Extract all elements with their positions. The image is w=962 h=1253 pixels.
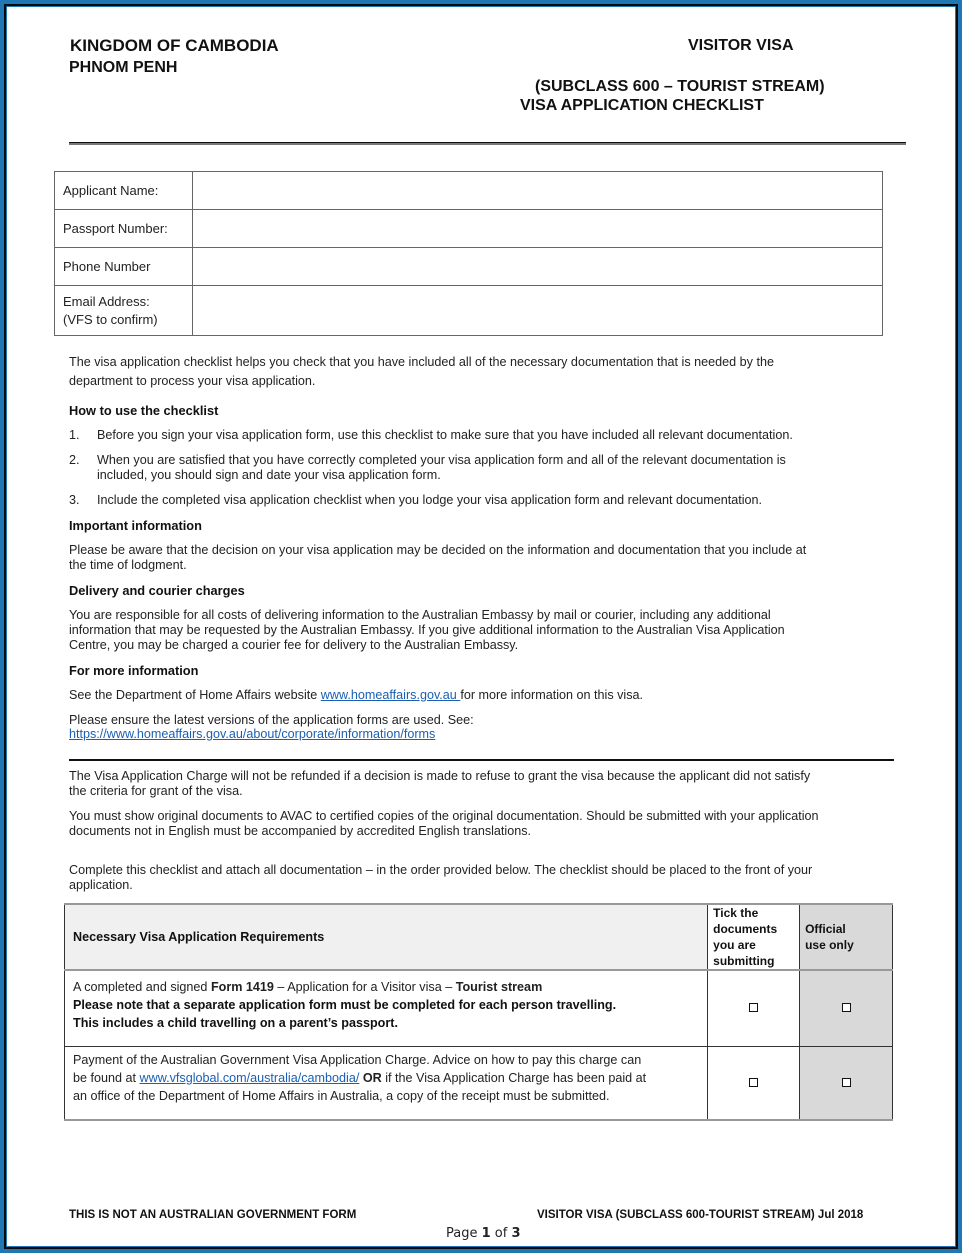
passport-number-field[interactable] (193, 210, 883, 248)
submitted-tick-cell (708, 970, 800, 1046)
current-page: 1 (481, 1226, 491, 1241)
tick-column-header (708, 904, 800, 970)
tick-header-line: submitting (713, 954, 775, 968)
complete-line-1: Complete this checklist and attach all documentation – in the order provided below. The checklist should be placed to the front of your (69, 863, 813, 877)
important-heading: Important information (69, 518, 202, 533)
how-to-item-2 (69, 453, 899, 483)
official-use-cell (800, 1046, 893, 1120)
official-use-cell (800, 970, 893, 1046)
applicant-name-field[interactable] (193, 172, 883, 210)
email-label-line2: (VFS to confirm) (63, 311, 158, 327)
passport-number-label: Passport Number: (55, 210, 193, 248)
requirements-header-row (65, 904, 893, 970)
important-paragraph (69, 543, 899, 573)
refund-notice (69, 769, 899, 799)
delivery-line-2: information that may be requested by the Australian Embassy. If you give additional information to the Australian Visa Application (69, 623, 785, 637)
form-number: Form 1419 (210, 980, 274, 994)
country-heading: KINGDOM OF CAMBODIA (70, 36, 279, 55)
email-label-line1: Email Address: (63, 293, 150, 309)
official-use-checkbox[interactable] (842, 1003, 851, 1012)
child-passport-note: This includes a child travelling on a parent’s passport. (73, 1016, 398, 1030)
item-number: 3. (69, 493, 80, 507)
how-to-heading: How to use the checklist (69, 403, 219, 418)
item-text: Include the completed visa application checklist when you lodge your visa application form and relevant documentation. (97, 493, 763, 507)
forms-paragraph (69, 713, 899, 742)
payment-suffix: if the Visa Application Charge has been paid at (381, 1070, 647, 1085)
footer-disclaimer: THIS IS NOT AN AUSTRALIAN GOVERNMENT FORM (69, 1209, 357, 1221)
tick-header-line: Tick the (713, 906, 759, 920)
delivery-line-1: You are responsible for all costs of delivering information to the Australian Embassy by mail or courier, including any additional (69, 608, 771, 622)
website-paragraph (69, 688, 899, 703)
complete-instructions (69, 863, 899, 893)
section-divider (69, 759, 894, 761)
complete-line-2: application. (69, 878, 133, 892)
page-of: of (490, 1226, 512, 1241)
visa-subclass: (SUBCLASS 600 – TOURIST STREAM) (535, 78, 825, 95)
checklist-title: VISA APPLICATION CHECKLIST (520, 97, 764, 114)
delivery-heading: Delivery and courier charges (69, 583, 245, 598)
homeaffairs-website-link[interactable]: www.homeaffairs.gov.au (320, 688, 461, 702)
item-number: 1. (69, 428, 80, 442)
originals-line-1: You must show original documents to AVAC to certified copies of the original documentation. Should be submitted with your application (69, 809, 819, 823)
item-text: Before you sign your visa application form, use this checklist to make sure that you have included all relevant documentation. (97, 428, 793, 442)
header-divider (69, 142, 906, 145)
separate-form-note: Please note that a separate application form must be completed for each person travelling. (73, 998, 617, 1012)
intro-line-2: department to process your visa application. (69, 374, 316, 388)
payment-line-1: Payment of the Australian Government Visa Application Charge. Advice on how to pay this charge can (73, 1052, 642, 1067)
official-use-column-header (800, 904, 893, 970)
intro-paragraph (69, 355, 899, 389)
stream-name: Tourist stream (455, 980, 543, 994)
submitted-checkbox[interactable] (749, 1078, 758, 1087)
email-address-row (55, 286, 883, 336)
phone-number-label: Phone Number (55, 248, 193, 286)
requirement-description (65, 1046, 708, 1120)
intro-line-1: The visa application checklist helps you check that you have included all of the necessary documentation that is needed by the (69, 355, 774, 369)
requirements-column-header: Necessary Visa Application Requirements (65, 904, 708, 970)
email-address-field[interactable] (193, 286, 883, 336)
applicant-name-label: Applicant Name: (55, 172, 193, 210)
page-label: Page (446, 1226, 482, 1241)
req-text: A completed and signed (73, 980, 211, 994)
how-to-item-1 (69, 428, 899, 443)
payment-prefix: be found at (73, 1070, 140, 1085)
item-number: 2. (69, 453, 80, 467)
visa-title: VISITOR VISA (688, 37, 794, 54)
phone-number-row (55, 248, 883, 286)
vfsglobal-link[interactable]: www.vfsglobal.com/australia/cambodia/ (139, 1070, 360, 1085)
applicant-details-table (54, 171, 883, 336)
item-text-line2: included, you should sign and date your visa application form. (97, 468, 441, 482)
payment-line-3: an office of the Department of Home Affairs in Australia, a copy of the receipt must be submitted. (73, 1088, 610, 1103)
footer-document-reference: VISITOR VISA (SUBCLASS 600-TOURIST STREAM) Jul 2018 (537, 1209, 864, 1221)
phone-number-field[interactable] (193, 248, 883, 286)
city-heading: PHNOM PENH (69, 59, 178, 76)
requirements-table (64, 903, 893, 1121)
requirement-row-form-1419 (65, 970, 893, 1046)
refund-line-2: the criteria for grant of the visa. (69, 784, 243, 798)
more-info-heading: For more information (69, 663, 199, 678)
requirement-row-payment (65, 1046, 893, 1120)
delivery-line-3: Centre, you may be charged a courier fee for delivery to the Australian Embassy. (69, 638, 519, 652)
tick-header-line: you are (713, 938, 756, 952)
item-text-line1: When you are satisfied that you have correctly completed your visa application form and all of the relevant documentation is (97, 453, 786, 467)
applicant-name-row (55, 172, 883, 210)
official-header-line: use only (805, 938, 854, 952)
page-number (446, 1226, 521, 1241)
tick-header-line: documents (713, 922, 778, 936)
how-to-item-3 (69, 493, 899, 508)
req-text: – Application for a Visitor visa – (273, 980, 456, 994)
official-header-line: Official (805, 922, 846, 936)
requirement-description (65, 970, 708, 1046)
forms-text: Please ensure the latest versions of the application forms are used. See: (69, 713, 474, 727)
or-keyword: OR (359, 1070, 382, 1085)
email-address-label (55, 286, 193, 336)
forms-link[interactable]: https://www.homeaffairs.gov.au/about/corporate/information/forms (69, 727, 436, 741)
delivery-paragraph (69, 608, 899, 653)
originals-line-2: documents not in English must be accompanied by accredited English translations. (69, 824, 532, 838)
submitted-tick-cell (708, 1046, 800, 1120)
passport-number-row (55, 210, 883, 248)
total-pages: 3 (511, 1226, 521, 1241)
website-suffix: for more information on this visa. (460, 688, 644, 702)
important-line-2: the time of lodgment. (69, 558, 187, 572)
submitted-checkbox[interactable] (749, 1003, 758, 1012)
official-use-checkbox[interactable] (842, 1078, 851, 1087)
originals-notice (69, 809, 899, 839)
website-prefix: See the Department of Home Affairs website (69, 688, 321, 702)
important-line-1: Please be aware that the decision on your visa application may be decided on the information and documentation that you include at (69, 543, 807, 557)
refund-line-1: The Visa Application Charge will not be refunded if a decision is made to refuse to grant the visa because the applicant did not satisfy (69, 769, 811, 783)
